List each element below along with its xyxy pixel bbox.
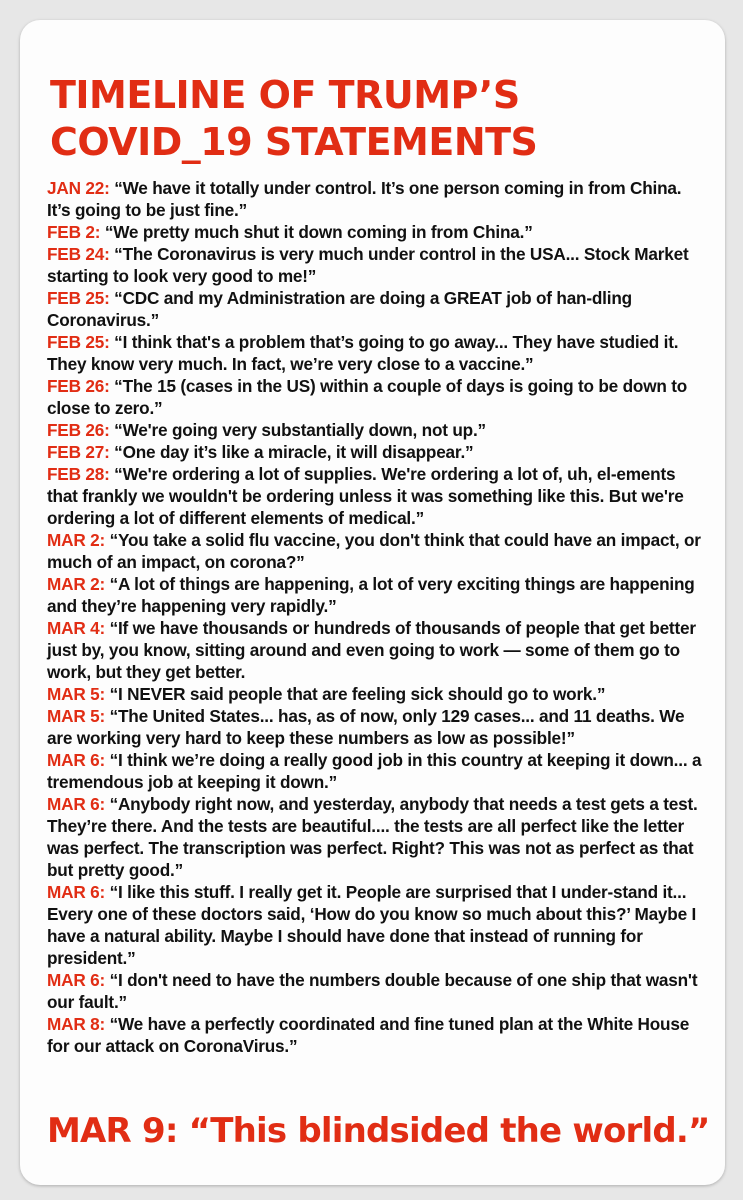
entry-quote: “We have a perfectly coordinated and fine tuned plan at the White House for our attack on CoronaVirus.” bbox=[47, 1014, 690, 1056]
timeline-entry bbox=[47, 1013, 707, 1057]
timeline-entry bbox=[47, 441, 707, 463]
timeline-entry bbox=[47, 573, 707, 617]
timeline-entry bbox=[47, 705, 707, 749]
entry-quote: “I like this stuff. I really get it. People are surprised that I under-stand it... Every one of these doctors said, ‘How do you know so much about this?’ Maybe I have a natural ability. Maybe I should have done that instead of running for president.” bbox=[47, 882, 697, 968]
timeline-entry bbox=[47, 683, 707, 705]
entry-quote: “The Coronavirus is very much under control in the USA... Stock Market starting to look very good to me!” bbox=[47, 244, 689, 286]
timeline-entry bbox=[47, 419, 707, 441]
title-line-1: TIMELINE OF TRUMP’S bbox=[50, 73, 520, 117]
entry-date: MAR 6: bbox=[47, 750, 105, 770]
entry-quote: “A lot of things are happening, a lot of very exciting things are happening and they’re happening very rapidly.” bbox=[47, 574, 695, 616]
entry-quote: “We're ordering a lot of supplies. We're ordering a lot of, uh, el-ements that frankly we wouldn't be ordering unless it was something like this. But we're ordering a lot of different elements of medical.” bbox=[47, 464, 684, 528]
entry-date: MAR 2: bbox=[47, 530, 105, 550]
entry-date: FEB 28: bbox=[47, 464, 110, 484]
timeline-entry bbox=[47, 331, 707, 375]
entry-date: JAN 22: bbox=[47, 178, 110, 198]
entry-quote: “I think that's a problem that’s going to go away... They have studied it. They know very much. In fact, we’re very close to a vaccine.” bbox=[47, 332, 679, 374]
entry-date: MAR 6: bbox=[47, 970, 105, 990]
entry-quote: “You take a solid flu vaccine, you don't think that could have an impact, or much of an impact, on corona?” bbox=[47, 530, 701, 572]
final-date: MAR 9: bbox=[47, 1111, 178, 1151]
entry-quote: “CDC and my Administration are doing a GREAT job of han-dling Coronavirus.” bbox=[47, 288, 632, 330]
timeline-entry bbox=[47, 749, 707, 793]
entry-date: FEB 24: bbox=[47, 244, 110, 264]
timeline-entry bbox=[47, 969, 707, 1013]
timeline-entry bbox=[47, 881, 707, 969]
entry-quote: “If we have thousands or hundreds of thousands of people that get better just by, you know, sitting around and even going to work — some of them go to work, but they get better. bbox=[47, 618, 696, 682]
entry-date: MAR 2: bbox=[47, 574, 105, 594]
entry-quote: “Anybody right now, and yesterday, anybody that needs a test gets a test. They’re there. And the tests are beautiful.... the tests are all perfect like the letter was perfect. The transcription was perfect. Right? This was not as perfect as that but pretty good.” bbox=[47, 794, 698, 880]
entry-quote: “We have it totally under control. It’s one person coming in from China. It’s going to be just fine.” bbox=[47, 178, 682, 220]
entry-date: MAR 6: bbox=[47, 882, 105, 902]
timeline-entry bbox=[47, 375, 707, 419]
entry-quote: “We pretty much shut it down coming in from China.” bbox=[104, 222, 533, 242]
entry-date: MAR 8: bbox=[47, 1014, 105, 1034]
page-title bbox=[50, 72, 690, 166]
entry-date: MAR 4: bbox=[47, 618, 105, 638]
entry-quote: “The 15 (cases in the US) within a couple of days is going to be down to close to zero.” bbox=[47, 376, 688, 418]
entry-date: MAR 6: bbox=[47, 794, 105, 814]
entry-date: FEB 2: bbox=[47, 222, 101, 242]
entry-date: FEB 25: bbox=[47, 332, 110, 352]
timeline-entry bbox=[47, 177, 707, 221]
timeline-list bbox=[47, 177, 707, 1057]
timeline-entry bbox=[47, 529, 707, 573]
timeline-entry bbox=[47, 463, 707, 529]
entry-quote: “I think we’re doing a really good job in this country at keeping it down... a tremendous job at keeping it down.” bbox=[47, 750, 702, 792]
entry-date: FEB 26: bbox=[47, 376, 110, 396]
entry-date: FEB 25: bbox=[47, 288, 110, 308]
timeline-entry bbox=[47, 617, 707, 683]
final-quote: “This blindsided the world.” bbox=[188, 1111, 710, 1151]
entry-quote: “I NEVER said people that are feeling sick should go to work.” bbox=[109, 684, 606, 704]
entry-quote: “We're going very substantially down, not up.” bbox=[114, 420, 486, 440]
entry-date: MAR 5: bbox=[47, 684, 105, 704]
timeline-entry bbox=[47, 793, 707, 881]
document-card bbox=[20, 20, 725, 1185]
timeline-entry bbox=[47, 221, 707, 243]
entry-quote: “The United States... has, as of now, only 129 cases... and 11 deaths. We are working very hard to keep these numbers as low as possible!” bbox=[47, 706, 685, 748]
entry-quote: “One day it’s like a miracle, it will disappear.” bbox=[114, 442, 474, 462]
timeline-entry bbox=[47, 287, 707, 331]
entry-date: MAR 5: bbox=[47, 706, 105, 726]
final-statement bbox=[47, 1110, 717, 1152]
entry-quote: “I don't need to have the numbers double because of one ship that wasn't our fault.” bbox=[47, 970, 698, 1012]
entry-date: FEB 27: bbox=[47, 442, 110, 462]
entry-date: FEB 26: bbox=[47, 420, 110, 440]
timeline-entry bbox=[47, 243, 707, 287]
title-line-2: COVID_19 STATEMENTS bbox=[50, 120, 538, 164]
